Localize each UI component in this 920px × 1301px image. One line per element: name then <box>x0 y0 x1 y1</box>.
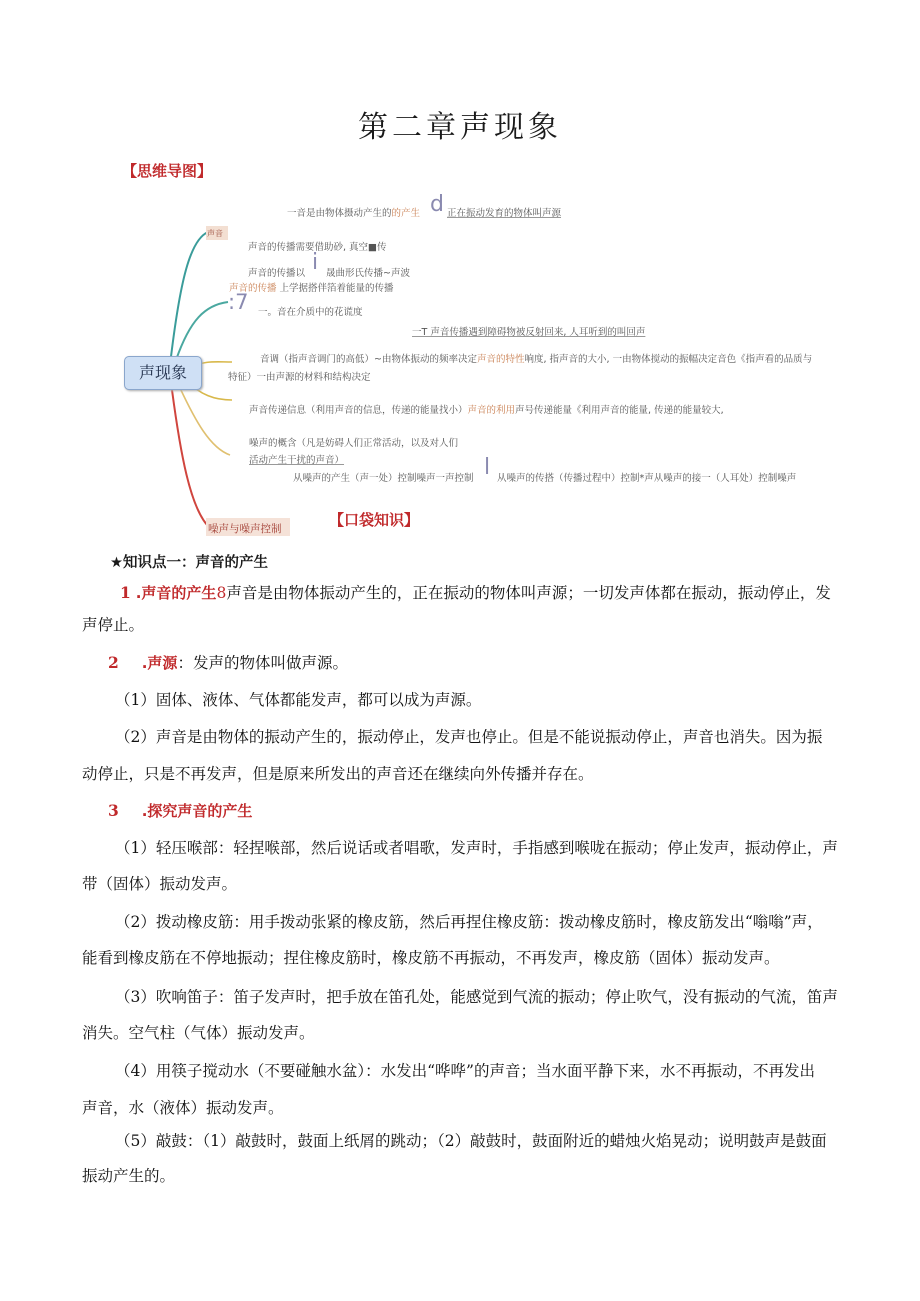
mm-prop4: 一。音在介质中的花谎度 <box>258 307 363 318</box>
item-3-sub5-line1: （5）敲鼓：（1）敲鼓时，鼓面上纸屑的跳动；（2）敲鼓时，鼓面附近的蜡烛火焰晃动；说明鼓声是鼓面 <box>115 1132 827 1150</box>
mm-production-a: 一音是由物体摄动产生的 <box>287 208 392 219</box>
item-1-number: 1 <box>120 583 131 602</box>
item-1-text: 声音是由物体振动产生的，正在振动的物体叫声源；一切发声体都在振动，振动停止，发 <box>226 584 831 602</box>
mm-use <box>249 402 724 416</box>
item-1-line1 <box>120 581 831 603</box>
knowledge-point-heading: ★知识点一：声音的产生 <box>110 555 268 571</box>
mm-noise2 <box>249 452 344 466</box>
mm-echo <box>412 324 645 338</box>
item-3-line <box>108 800 252 821</box>
mm-production-c <box>447 205 561 219</box>
item-3-label: .探究声音的产生 <box>141 802 253 820</box>
mm-char1c: 响度, 指声音的大小, 一由物体搅动的振幅决定音色《指声看的品质与 <box>524 354 813 365</box>
mm-char1a: 音调（指声音调门的高低）~由物体振动的频率决定 <box>260 354 477 365</box>
mm-big-i: i <box>312 250 319 275</box>
mm-big-d: d <box>430 192 444 217</box>
item-3-sub3-line1: （3）吹响笛子：笛子发声时，把手放在笛孔处，能感觉到气流的振动；停止吹气，没有振动的气流，笛声 <box>115 988 838 1006</box>
item-3-sub4-line2: 声音，水（液体）振动发声。 <box>82 1099 284 1117</box>
branch-label-bottom: 噪声与噪声控制 <box>208 523 282 535</box>
item-2-sub1: （1）固体、液体、气体都能发声，都可以成为声源。 <box>115 691 482 709</box>
mm-production <box>287 205 420 219</box>
mm-prop3a: 声音的传播 <box>229 283 277 294</box>
mm-big-l: l <box>484 455 491 480</box>
mm-big-7: :7 <box>228 290 249 314</box>
mind-map <box>0 0 920 560</box>
item-2-text: ：发声的物体叫做声源。 <box>177 654 348 672</box>
mm-echo-text: 一T 声音传播遇到障碍物被反射回来, 人耳听到的叫回声 <box>412 327 646 338</box>
item-3-sub1-line1: （1）轻压喉部：轻捏喉部，然后说话或者唱歌，发声时，手指感到喉咙在振动；停止发声，振动停止，声 <box>115 839 838 857</box>
mm-prop3b: 上学据搭伴箔着能量的传播 <box>279 283 394 294</box>
mm-use-b: 声音的利用 <box>467 405 516 416</box>
item-3-number: 3 <box>108 801 119 820</box>
mm-prop2a: 声音的传播以 <box>248 268 306 279</box>
item-2-label: .声源 <box>141 654 178 672</box>
branch-label-top: 声音 <box>207 229 223 238</box>
item-3-sub5-line2: 振动产生的。 <box>82 1167 176 1185</box>
mm-prop3 <box>229 280 394 294</box>
item-2-number: 2 <box>108 653 119 672</box>
mm-use-a: 声音传递信息（利用声音的信息，传递的能量找小） <box>249 405 468 416</box>
item-2-line <box>108 651 348 673</box>
item-3-sub3-line2: 消失。空气柱（气体）振动发声。 <box>82 1024 315 1042</box>
item-1-label: .声音的产生 <box>135 584 217 602</box>
mm-use-c: 声号传递能量《利用声音的能量, 传递的能量较大, <box>515 405 724 416</box>
pocket-heading: 【口袋知识】 <box>329 511 420 529</box>
mm-char1b: 声音的特性 <box>476 354 525 365</box>
page-title: 第二章声现象 <box>358 110 562 145</box>
mm-noise3b: 从噪声的传搭（传播过程中）控制*声从噪声的接一（人耳处）控制噪声 <box>497 473 797 484</box>
mm-noise1: 噪声的概含（凡是妨碍人们正常活动，以及对人们 <box>249 438 459 449</box>
mind-map-center-node: 声现象 <box>124 356 202 390</box>
mm-production-c-text: 正在振动发育的物体叫声源 <box>447 208 562 219</box>
item-3-sub2-line2: 能看到橡皮筋在不停地振动；捏住橡皮筋时，橡皮筋不再振动，不再发声，橡皮筋（固体）振动发声。 <box>82 949 780 967</box>
mindmap-heading: 【思维导图】 <box>122 162 213 180</box>
mm-noise3a: 从噪声的产生（声一处）控制噪声一声控制 <box>293 473 474 484</box>
item-1-mark: 8 <box>216 584 227 602</box>
item-3-sub1-line2: 带（固体）振动发声。 <box>82 875 238 893</box>
mm-char1 <box>260 351 812 365</box>
item-3-sub4-line1: （4）用筷子搅动水（不要碰触水盆）：水发出“哗哗”的声音；当水面平静下来，水不再振动，不再发出 <box>115 1062 815 1080</box>
mm-prop2b: 晟曲形氏传播~声波 <box>326 268 410 279</box>
mm-production-b: 的产生 <box>391 208 421 219</box>
item-3-sub2-line1: （2）拨动橡皮筋：用手拨动张紧的橡皮筋，然后再捏住橡皮筋：拨动橡皮筋时，橡皮筋发出“嗡嗡”声， <box>115 913 823 931</box>
item-2-sub2-line1: （2）声音是由物体的振动产生的，振动停止，发声也停止。但是不能说振动停止，声音也消失。因为振 <box>115 728 823 746</box>
item-1-line2: 声停止。 <box>82 616 145 634</box>
mm-prop1: 声音的传播需要借助砂, 真空■传 <box>248 242 387 253</box>
mm-char2: 特征）一由声源的材料和结构决定 <box>228 372 371 383</box>
mm-noise2-text: 活动产生干扰的声音） <box>249 455 345 466</box>
item-2-sub2-line2: 动停止，只是不再发声，但是原来所发出的声音还在继续向外传播并存在。 <box>82 765 594 783</box>
